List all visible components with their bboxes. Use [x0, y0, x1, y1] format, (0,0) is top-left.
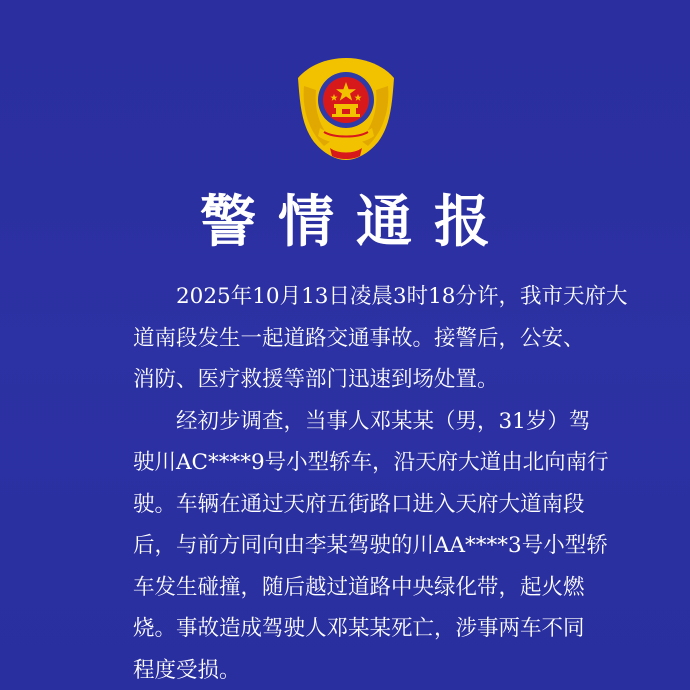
notice-paragraph-1 — [90, 276, 628, 401]
notice-line: 道南段发生一起道路交通事故。接警后，公安、 — [133, 325, 585, 351]
notice-line: 消防、医疗救援等部门迅速到场处置。 — [133, 367, 499, 392]
notice-line: 驶川AC****9号小型轿车，沿天府大道由北向南行 — [133, 450, 609, 475]
notice-line: 程度受损。 — [133, 657, 241, 683]
notice-paragraph-2 — [90, 401, 610, 690]
police-emblem-icon — [294, 56, 398, 162]
notice-line: 经初步调查，当事人邓某某（男，31岁）驾 — [176, 408, 591, 434]
notice-line: 驶。车辆在通过天府五街路口进入天府大道南段 — [133, 491, 585, 517]
notice-line: 车发生碰撞，随后越过道路中央绿化带，起火燃 — [133, 574, 585, 600]
notice-body — [90, 276, 628, 690]
notice-title: 警情通报 — [200, 190, 512, 255]
notice-line: 2025年10月13日凌晨3时18分许，我市天府大 — [176, 284, 628, 309]
notice-line: 后，与前方同向由李某驾驶的川AA****3号小型轿 — [133, 533, 608, 558]
notice-line: 烧。事故造成驾驶人邓某某死亡，涉事两车不同 — [133, 616, 585, 641]
